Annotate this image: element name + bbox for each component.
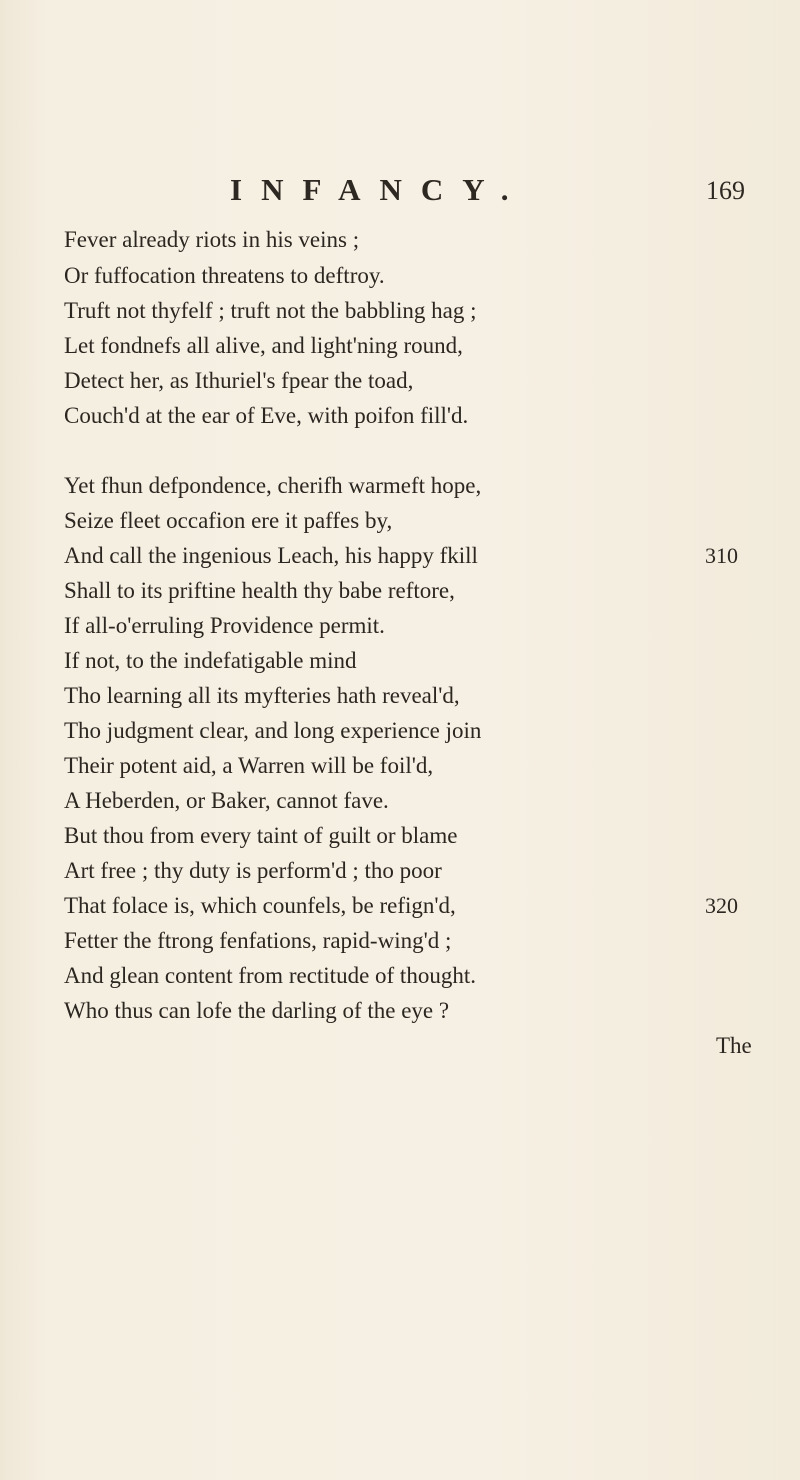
- verse-line: Yet fhun defpondence, cherifh warmeft hope,: [64, 473, 482, 498]
- line-number: 320: [705, 893, 738, 918]
- catchword: The: [716, 1033, 752, 1058]
- verse-line: A Heberden, or Baker, cannot fave.: [64, 788, 389, 813]
- verse-line: Detect her, as Ithuriel's fpear the toad,: [64, 368, 414, 393]
- verse-line: And call the ingenious Leach, his happy fkill: [64, 543, 478, 568]
- verse-line: If not, to the indefatigable mind: [64, 648, 357, 673]
- verse-line: If all-o'erruling Providence permit.: [64, 613, 385, 638]
- verse-line: Fetter the ftrong fenfations, rapid-wing'd ;: [64, 928, 452, 953]
- verse-line: But thou from every taint of guilt or blame: [64, 823, 458, 848]
- running-title: INFANCY.: [230, 172, 528, 207]
- verse-line: Couch'd at the ear of Eve, with poifon fill'd.: [64, 403, 469, 428]
- verse-line: Seize fleet occafion ere it paffes by,: [64, 508, 393, 533]
- verse-line: Tho judgment clear, and long experience join: [64, 718, 482, 743]
- verse-line: That folace is, which counfels, be refign'd,: [64, 893, 456, 918]
- verse-line: Their potent aid, a Warren will be foil'd,: [64, 753, 434, 778]
- verse-line: Fever already riots in his veins ;: [64, 227, 360, 252]
- verse-line: Art free ; thy duty is perform'd ; tho poor: [64, 858, 442, 883]
- verse-line: Tho learning all its myfteries hath reveal'd,: [64, 683, 460, 708]
- verse-line: Shall to its priftine health thy babe reftore,: [64, 578, 455, 603]
- line-number: 310: [705, 543, 738, 568]
- verse-line: Truft not thyfelf ; truft not the babbling hag ;: [64, 298, 477, 323]
- verse-line: Who thus can lofe the darling of the eye ?: [64, 998, 450, 1023]
- verse-line: And glean content from rectitude of thought.: [64, 963, 476, 988]
- verse-line: Or fuffocation threatens to deftroy.: [64, 263, 385, 288]
- page-number: 169: [706, 176, 745, 205]
- verse-line: Let fondnefs all alive, and light'ning round,: [64, 333, 463, 358]
